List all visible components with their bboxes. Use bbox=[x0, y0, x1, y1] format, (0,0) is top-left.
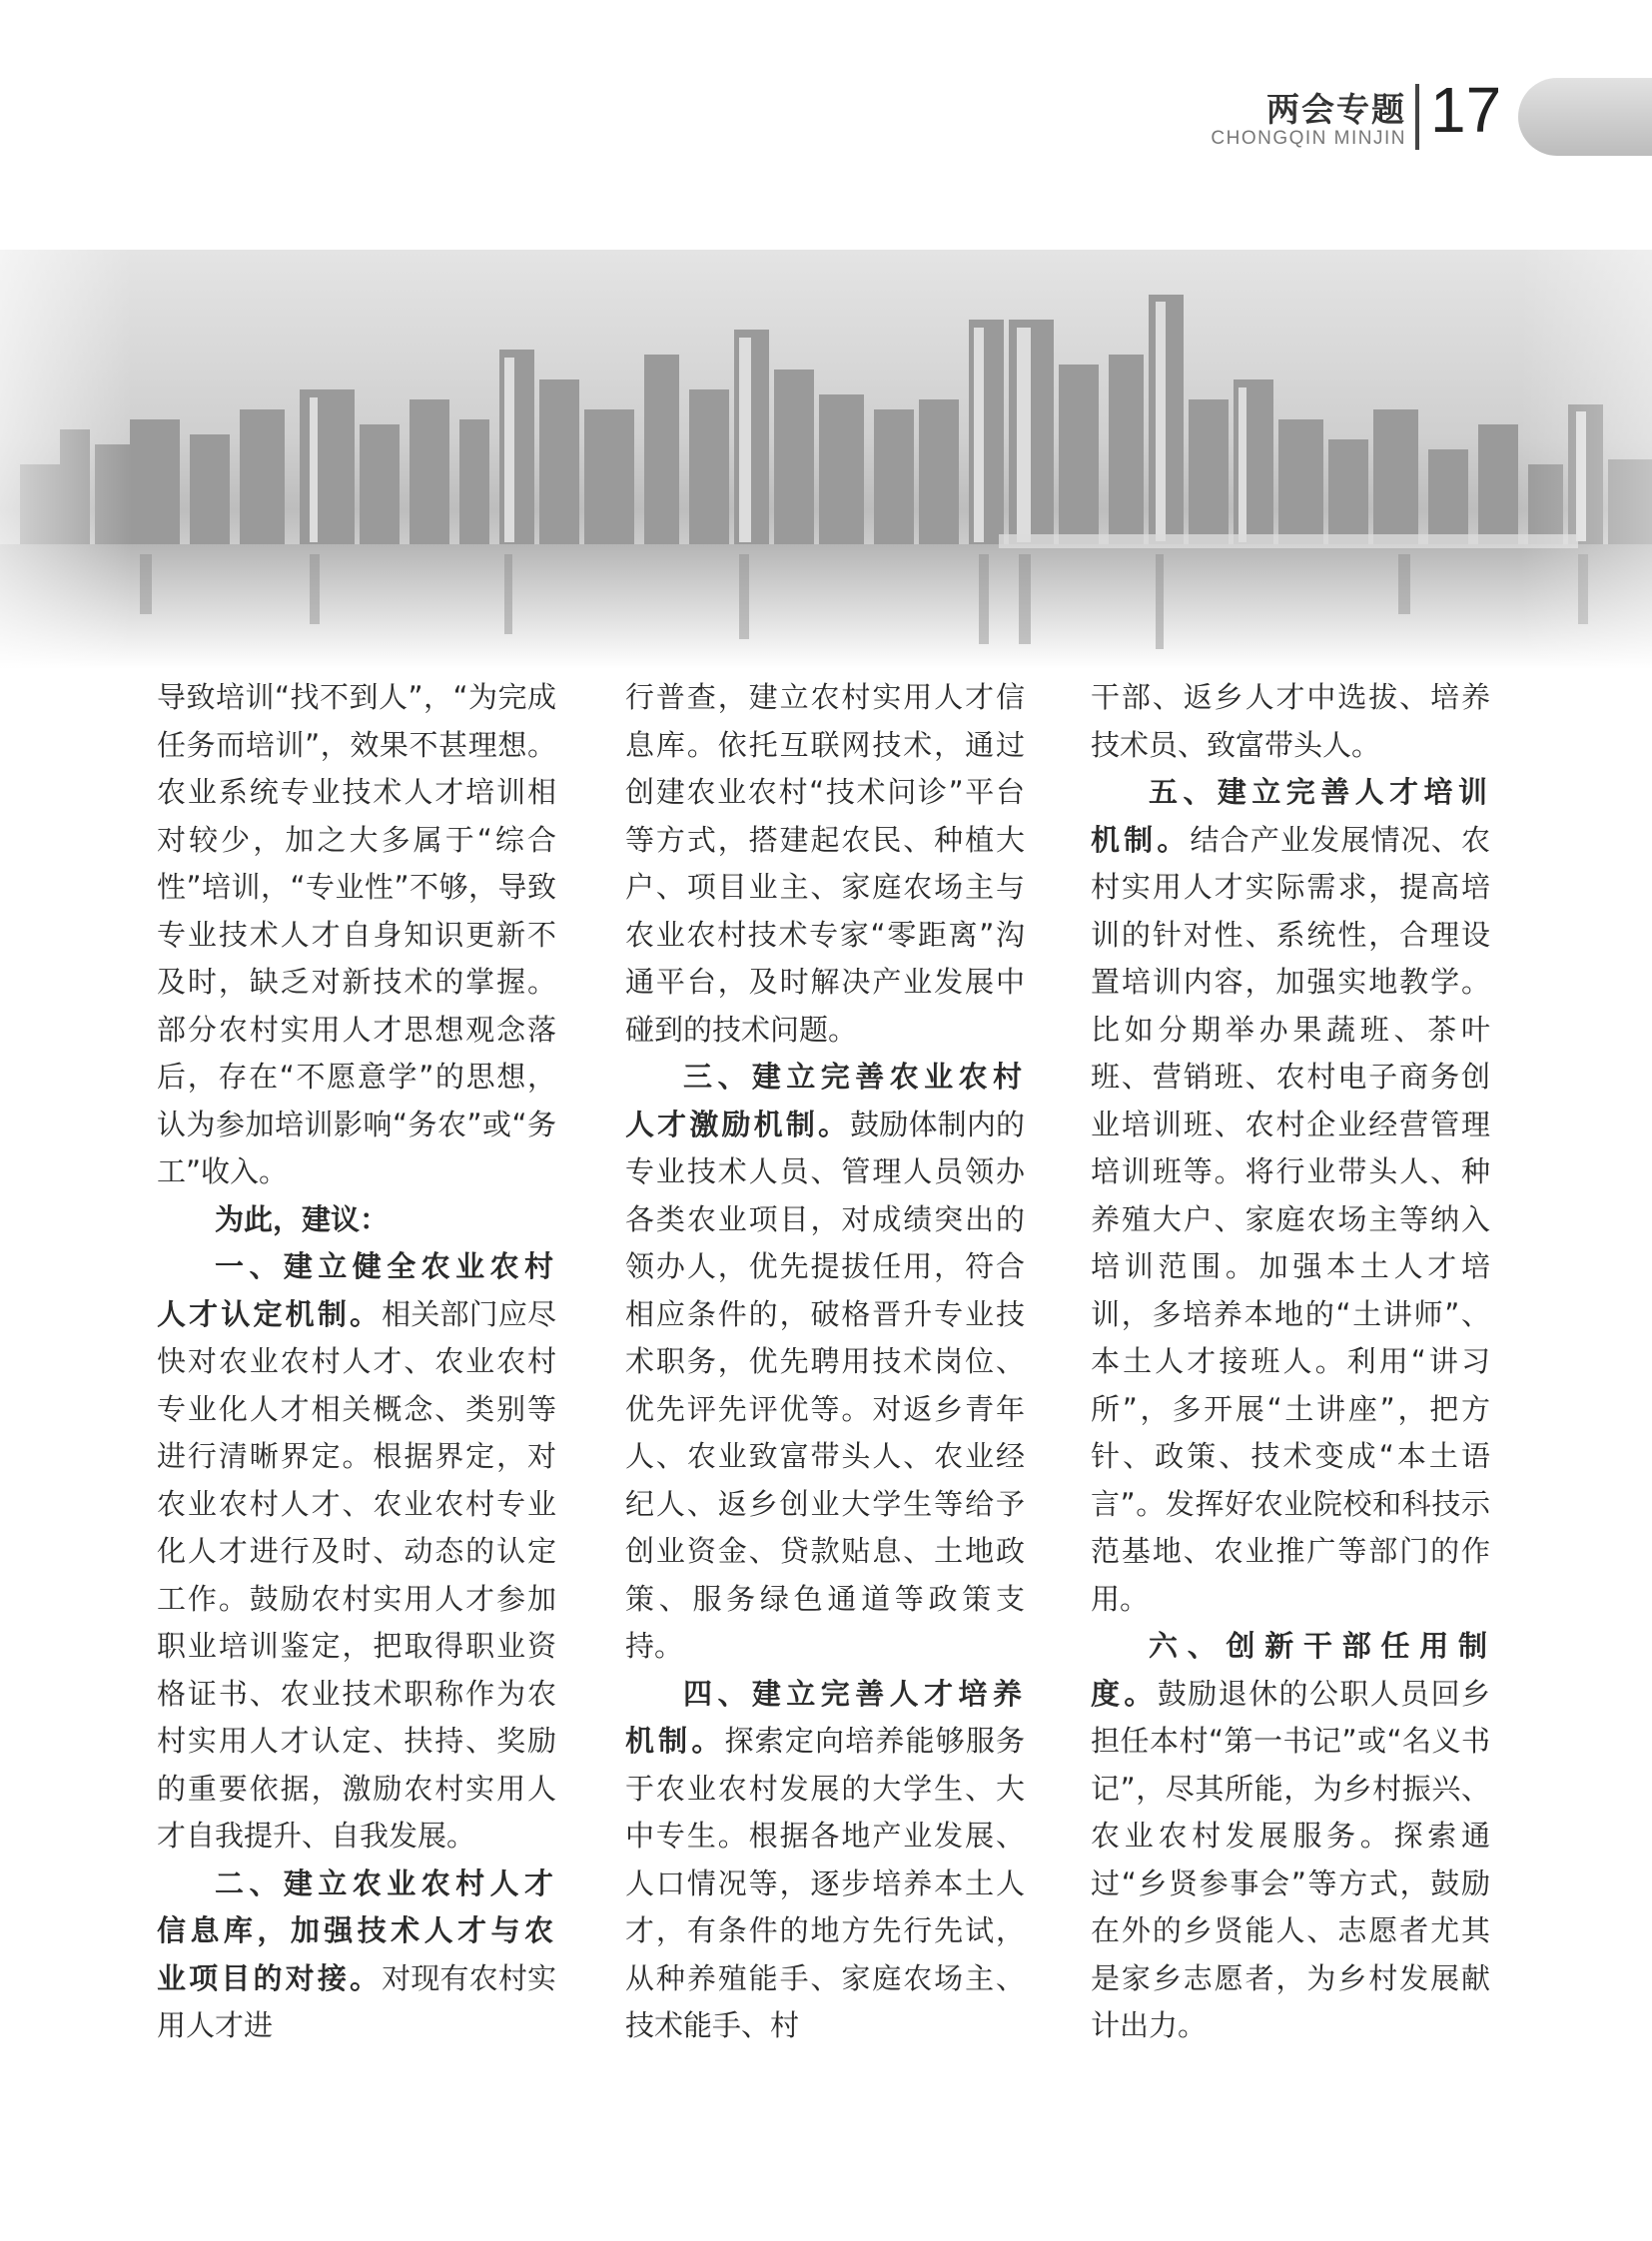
paragraph bbox=[625, 1054, 1025, 1671]
paragraph bbox=[1091, 1623, 1490, 2050]
section-heading: 五、建立完善人才培训机制。 bbox=[1091, 775, 1490, 857]
publication-name: CHONGQIN MINJIN bbox=[1211, 128, 1406, 149]
section-heading: 一、建立健全农业农村人才认定机制。 bbox=[157, 1249, 556, 1331]
section-heading: 四、建立完善人才培养机制。 bbox=[625, 1676, 1025, 1758]
paragraph bbox=[625, 674, 1025, 1054]
paragraph-text: 干部、返乡人才中选拔、培养技术员、致富带头人。 bbox=[1091, 680, 1490, 762]
page-header bbox=[0, 0, 1652, 180]
page-tab-decoration bbox=[1518, 78, 1652, 156]
paragraph-text: 鼓励体制内的专业技术人员、管理人员领办各类农业项目，对成绩突出的领办人，优先提拔任用，符合相应条件的，破格晋升专业技术职务，优先聘用技术岗位、优先评先评优等。对返乡青年人、农业致富带头人、农业经纪人、返乡创业大学生等给予创业资金、贷款贴息、土地政策、服务绿色通道等政策支持。 bbox=[625, 1107, 1025, 1663]
section-heading: 六、创新干部任用制度。 bbox=[1091, 1629, 1490, 1711]
section-heading: 二、建立农业农村人才信息库，加强技术人才与农业项目的对接。 bbox=[157, 1866, 556, 1995]
paragraph-text: 对现有农村实用人才进 bbox=[157, 1960, 556, 2042]
page-number: 17 bbox=[1430, 74, 1502, 146]
paragraph-text: 探索定向培养能够服务于农业农村发展的大学生、大中专生。根据各地产业发展、人口情况等，逐步培养本土人才，有条件的地方先行先试，从种养殖能手、家庭农场主、技术能手、村 bbox=[625, 1724, 1025, 2042]
paragraph-text: 导致培训“找不到人”，“为完成任务而培训”，效果不甚理想。农业系统专业技术人才培训相对较少，加之大多属于“综合性”培训，“专业性”不够，导致专业技术人才自身知识更新不及时，缺乏对新技术的掌握。部分农村实用人才思想观念落后，存在“不愿意学”的思想，认为参加培训影响“务农”或“务工”收入。 bbox=[157, 680, 556, 1188]
paragraph bbox=[157, 674, 556, 1196]
header-divider bbox=[1415, 84, 1419, 150]
column-1 bbox=[157, 674, 556, 2050]
paragraph bbox=[1091, 674, 1490, 769]
column-3 bbox=[1091, 674, 1490, 2050]
paragraph-text: 鼓励退休的公职人员回乡担任本村“第一书记”或“名义书记”，尽其所能，为乡村振兴、农业农村发展服务。探索通过“乡贤参事会”等方式，鼓励在外的乡贤能人、志愿者尤其是家乡志愿者，为乡村发展献计出力。 bbox=[1091, 1676, 1490, 2042]
column-2 bbox=[625, 674, 1025, 2050]
paragraph-text: 结合产业发展情况、农村实用人才实际需求，提高培训的针对性、系统性，合理设置培训内容，加强实地教学。比如分期举办果蔬班、茶叶班、营销班、农村电子商务创业培训班、农村企业经营管理培训班等。将行业带头人、种养殖大户、家庭农场主等纳入培训范围。加强本土人才培训，多培养本地的“土讲师”、本土人才接班人。利用“讲习所”，多开展“土讲座”，把方针、政策、技术变成“本土语言”。发挥好农业院校和科技示范基地、农业推广等部门的作用。 bbox=[1091, 822, 1490, 1616]
paragraph-text: 行普查，建立农村实用人才信息库。依托互联网技术，通过创建农业农村“技术问诊”平台等方式，搭建起农民、种植大户、项目业主、家庭农场主与农业农村技术专家“零距离”沟通平台，及时解决产业发展中碰到的技术问题。 bbox=[625, 680, 1025, 1047]
paragraph bbox=[157, 1243, 556, 1861]
paragraph-text: 相关部门应尽快对农业农村人才、农业农村专业化人才相关概念、类别等进行清晰界定。根据界定，对农业农村人才、农业农村专业化人才进行及时、动态的认定工作。鼓励农村实用人才参加职业培训鉴定，把取得职业资格证书、农业技术职称作为农村实用人才认定、扶持、奖励的重要依据，激励农村实用人才自我提升、自我发展。 bbox=[157, 1296, 556, 1853]
paragraph bbox=[157, 1861, 556, 2050]
section-heading: 三、建立完善农业农村人才激励机制。 bbox=[625, 1060, 1025, 1141]
skyline-image bbox=[0, 250, 1652, 669]
paragraph bbox=[1091, 769, 1490, 1623]
paragraph bbox=[157, 1196, 556, 1244]
recommendation-lead: 为此，建议： bbox=[215, 1201, 390, 1236]
section-title: 两会专题 bbox=[1266, 90, 1406, 129]
city-skyline-banner bbox=[0, 250, 1652, 669]
paragraph bbox=[625, 1671, 1025, 2050]
article-body bbox=[0, 674, 1652, 2092]
